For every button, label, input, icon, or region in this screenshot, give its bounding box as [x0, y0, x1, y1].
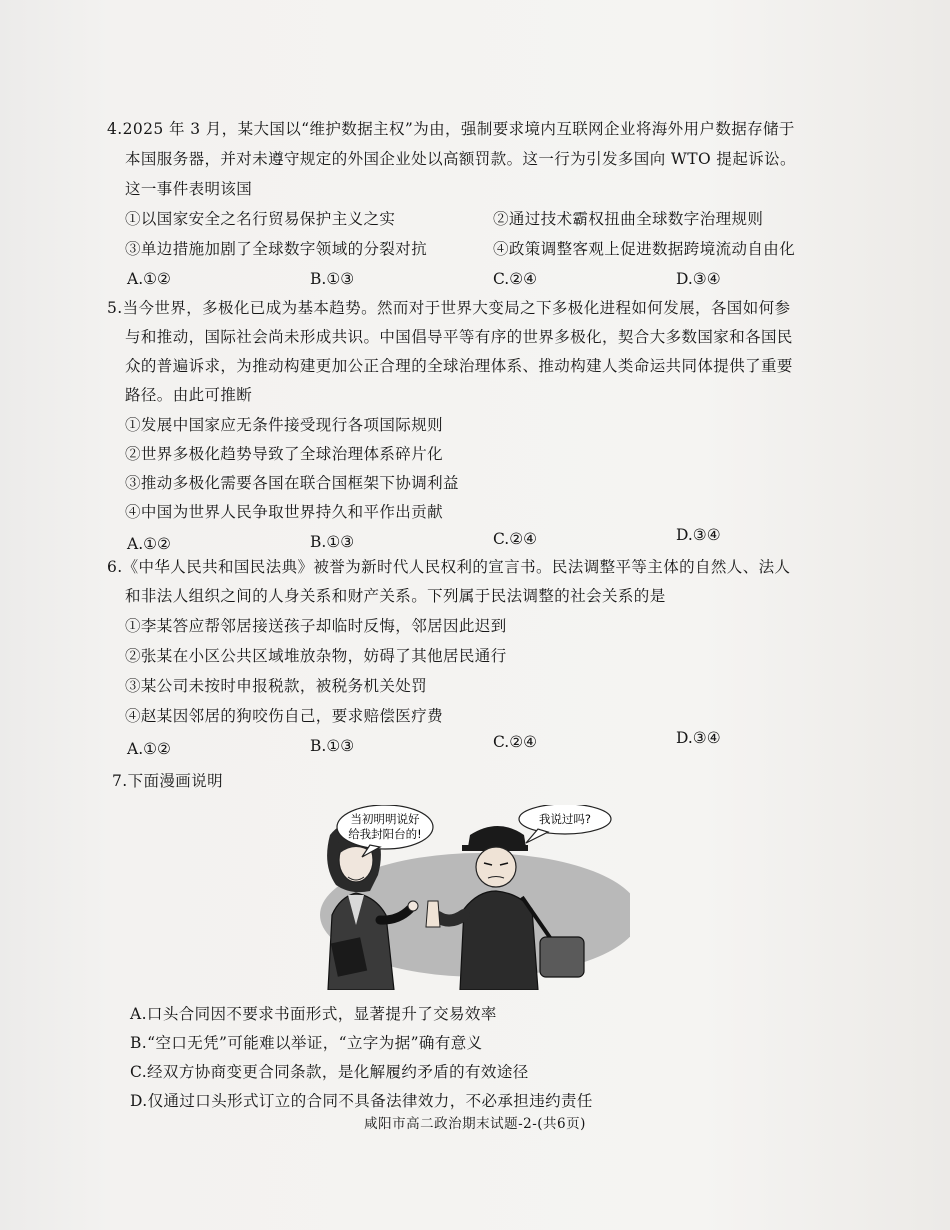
q5-stem-line-2: 与和推动，国际社会尚未形成共识。中国倡导平等有序的世界多极化，契合大多数国家和各国民: [125, 328, 793, 346]
q6-stem-line-1: 6.《中华人民共和国民法典》被誉为新时代人民权利的宣言书。民法调整平等主体的自然人、法人: [107, 558, 791, 576]
woman-speech-line-2: 给我封阳台的!: [348, 827, 422, 841]
q7-stem: 7.下面漫画说明: [112, 772, 223, 790]
q6-choice-b: B.①③: [310, 737, 355, 755]
q7-choice-d: D.仅通过口头形式订立的合同不具备法律效力，不必承担违约责任: [130, 1092, 593, 1110]
q4-stem-line-2: 本国服务器，并对未遵守规定的外国企业处以高额罚款。这一行为引发多国向 WTO 提起诉讼。: [125, 150, 796, 168]
q4-choice-b: B.①③: [310, 270, 355, 288]
q5-item-4: ④中国为世界人民争取世界持久和平作出贡献: [125, 503, 444, 521]
q6-choice-a: A.①②: [127, 740, 171, 758]
q6-stem-line-2: 和非法人组织之间的人身关系和财产关系。下列属于民法调整的社会关系的是: [125, 587, 666, 605]
q4-choice-d: D.③④: [676, 270, 721, 288]
q6-choice-c: C.②④: [493, 733, 538, 751]
q5-stem-line-4: 路径。由此可推断: [125, 386, 253, 404]
q6-item-2: ②张某在小区公共区域堆放杂物，妨碍了其他居民通行: [125, 647, 507, 665]
q6-choice-d: D.③④: [676, 729, 721, 747]
q5-item-1: ①发展中国家应无条件接受现行各项国际规则: [125, 416, 444, 434]
woman-speech-line-1: 当初明明说好: [350, 812, 420, 826]
q5-item-2: ②世界多极化趋势导致了全球治理体系碎片化: [125, 445, 444, 463]
q5-stem-line-3: 众的普遍诉求，为推动构建更加公正合理的全球治理体系、推动构建人类命运共同体提供了重要: [125, 357, 793, 375]
q4-item-3: ③单边措施加剧了全球数字领域的分裂对抗: [125, 240, 428, 258]
q4-stem-line-1: 4.2025 年 3 月，某大国以“维护数据主权”为由，强制要求境内互联网企业将海外用户数据存储于: [107, 120, 795, 138]
cartoon-illustration: [300, 805, 630, 990]
q5-choice-d: D.③④: [676, 526, 721, 544]
q4-choice-a: A.①②: [127, 270, 171, 288]
q5-item-3: ③推动多极化需要各国在联合国框架下协调利益: [125, 474, 459, 492]
q5-choice-c: C.②④: [493, 530, 538, 548]
q4-choice-c: C.②④: [493, 270, 538, 288]
q4-item-1: ①以国家安全之名行贸易保护主义之实: [125, 210, 396, 228]
q4-item-2: ②通过技术霸权扭曲全球数字治理规则: [493, 210, 764, 228]
q5-stem-line-1: 5.当今世界，多极化已成为基本趋势。然而对于世界大变局之下多极化进程如何发展，各国如何参: [107, 299, 791, 317]
q7-choice-b: B.“空口无凭”可能难以举证，“立字为据”确有意义: [130, 1034, 483, 1052]
q4-stem-line-3: 这一事件表明该国: [125, 180, 253, 198]
man-speech-text: 我说过吗?: [538, 812, 592, 826]
q6-item-4: ④赵某因邻居的狗咬伤自己，要求赔偿医疗费: [125, 707, 444, 725]
q4-item-4: ④政策调整客观上促进数据跨境流动自由化: [493, 240, 796, 258]
q7-choice-c: C.经双方协商变更合同条款，是化解履约矛盾的有效途径: [130, 1063, 529, 1081]
q7-choice-a: A.口头合同因不要求书面形式，显著提升了交易效率: [130, 1005, 497, 1023]
page-footer: 咸阳市高二政治期末试题-2-(共6页): [364, 1116, 586, 1132]
q5-choice-b: B.①③: [310, 533, 355, 551]
q6-item-3: ③某公司未按时申报税款，被税务机关处罚: [125, 677, 428, 695]
q6-item-1: ①李某答应帮邻居接送孩子却临时反悔，邻居因此迟到: [125, 617, 507, 635]
q5-choice-a: A.①②: [127, 535, 171, 553]
